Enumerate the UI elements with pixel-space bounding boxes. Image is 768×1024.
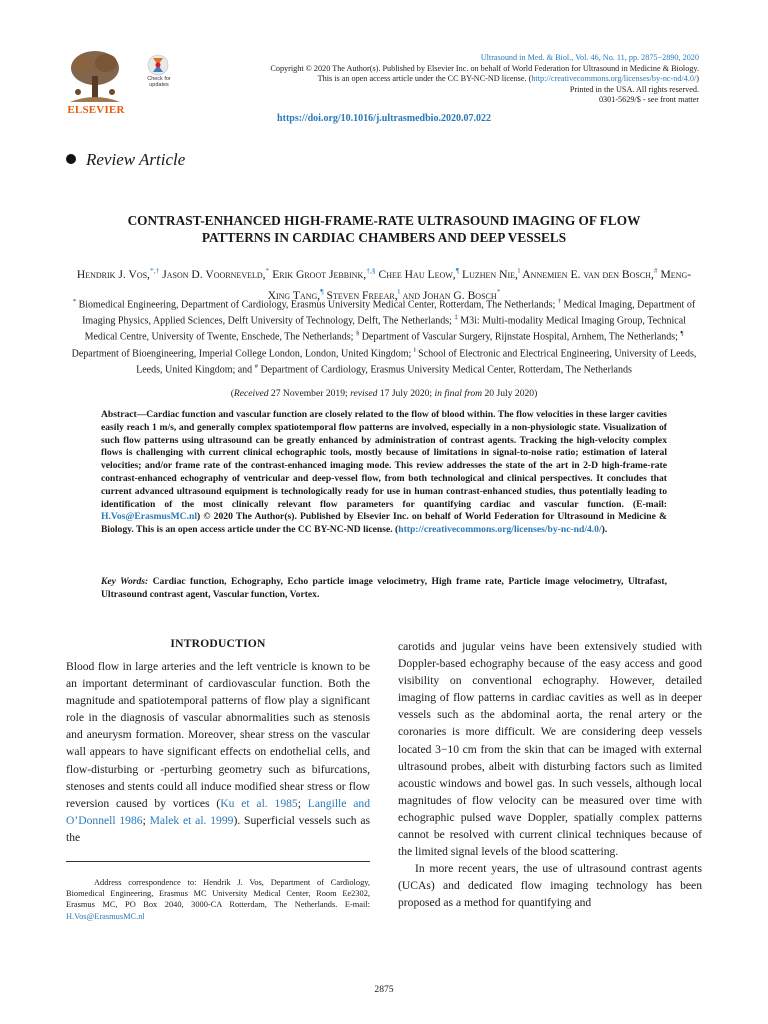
intro-left-column: Blood flow in large arteries and the left ventricle is known to be an important determinant of cardiovascular function. Both the magnitude and spatiotemporal patterns of flow play a significant role in the diagnosis of vascular abnormalities such as stenosis and aneurysm formation. Moreover, shear stress on the vascular wall appears to have significant effects on endothelial cells, and flow-disturbing or -perturbing geometry such as bifurcations, stenoses and stents could all induce modified shear stress or flow reversion caused by vortices (Ku et al. 1985; Langille and O’Donnell 1986; Malek et al. 1999). Superficial vessels such as the bbox=[66, 660, 370, 844]
affiliation-mark: § bbox=[355, 330, 360, 338]
issn-line: 0301-5629/$ - see front matter bbox=[598, 95, 699, 105]
publisher-logo-text: ELSEVIER bbox=[67, 104, 125, 116]
check-for-updates-label: Check for updates bbox=[147, 76, 171, 88]
affiliation-mark: † bbox=[557, 298, 562, 305]
author-affiliation-mark[interactable]: # bbox=[653, 266, 658, 275]
title-line-2: PATTERNS IN CARDIAC CHAMBERS AND DEEP VESSELS bbox=[201, 230, 567, 245]
author-name: Erik Groot Jebbink, bbox=[272, 267, 367, 281]
printed-line: Printed in the USA. All rights reserved. bbox=[569, 84, 699, 94]
author-affiliation-mark[interactable]: * bbox=[496, 286, 501, 296]
affiliation-text: Department of Vascular Surgery, Rijnstate Hospital, Arnhem, The Netherlands; bbox=[359, 331, 681, 343]
citation-ku-1985[interactable]: Ku et al. 1985 bbox=[220, 796, 298, 810]
received-dates: (Received 27 November 2019; revised 17 July 2020; in final from 20 July 2020) bbox=[230, 388, 538, 399]
author-affiliation-mark[interactable]: * bbox=[265, 266, 270, 275]
footnote-divider bbox=[66, 861, 370, 862]
section-heading-introduction: INTRODUCTION bbox=[170, 637, 266, 650]
author-name: Luzhen Nie, bbox=[462, 267, 518, 281]
title-line-1: CONTRAST-ENHANCED HIGH-FRAME-RATE ULTRASOUND IMAGING OF FLOW bbox=[127, 213, 641, 228]
author-name: Meng-Xing Tang, bbox=[267, 267, 692, 302]
page-number: 2875 bbox=[374, 984, 394, 995]
author-affiliation-mark[interactable]: †,§ bbox=[366, 266, 376, 275]
author-name: Chee Hau Leow, bbox=[378, 267, 456, 281]
copyright-line: Copyright © 2020 The Author(s). Published by Elsevier Inc. on behalf of World Federation for Ultrasound in Medicine & Biology. bbox=[270, 63, 699, 73]
correspondence-footnote: Address correspondence to: Hendrik J. Vos, Department of Cardiology, Biomedical Engineering, Erasmus MC University Medical Center, Room Ee2302, Erasmus MC, PO Box 2040, 3000-CA Rotterdam, The Netherlands. E-mail: H.Vos@ErasmusMC.nl bbox=[66, 878, 370, 921]
journal-citation[interactable]: Ultrasound in Med. & Biol., Vol. 46, No. 11, pp. 2875−2890, 2020 bbox=[480, 53, 699, 62]
author-name: and Johan G. Bosch bbox=[402, 288, 497, 302]
author-affiliation-mark[interactable]: ‖ bbox=[517, 266, 521, 275]
affiliation-text: M3i: Multi-modality Medical Imaging Group, Technical Medical Centre, University of Twente, Enschede, The Netherlands; bbox=[84, 315, 686, 343]
author-name: Hendrik J. Vos, bbox=[76, 267, 150, 281]
paragraph: carotids and jugular veins have been extensively studied with Doppler-based echography because of the easy access and good visibility on conventional echography. However, detailed imaging of flow patterns in cardiac cavities as well as in deeper vessels such as the abdominal aorta, the renal artery or the coronaries is more difficult. We are considering deep vessels located 3−10 cm from the skin that can be imaged with external ultrasound probes, albeit with disturbing factors such as limited acoustic windows and bowel gas. In such vessels, although local magnitudes of flow velocity can be measured over time with echographic pulsed wave Doppler, spatially complex patterns cannot be resolved with current clinical techniques because of the limited signal levels of the blood scattering. bbox=[398, 640, 702, 859]
article-type: Review Article bbox=[66, 150, 185, 170]
citation-malek-1999[interactable]: Malek et al. 1999 bbox=[149, 813, 234, 827]
paragraph: In more recent years, the use of ultrasound contrast agents (UCAs) and dedicated flow imaging technology has been proposed as a method for quantifying and bbox=[398, 862, 702, 910]
license-link[interactable]: http://creativecommons.org/licenses/by-nc-nd/4.0/ bbox=[531, 74, 697, 84]
author-affiliation-mark[interactable]: ‖ bbox=[397, 286, 400, 296]
affiliation-text: Department of Cardiology, Erasmus University Medical Center, Rotterdam, The Netherlands bbox=[257, 364, 632, 376]
doi-link[interactable]: https://doi.org/10.1016/j.ultrasmedbio.2020.07.022 bbox=[277, 113, 491, 124]
license-line: This is an open access article under the CC BY-NC-ND license. (http://creativecommons.org/licenses/by-nc-nd/4.0/) bbox=[317, 74, 699, 84]
intro-right-column bbox=[398, 638, 702, 912]
affiliation-mark: ‖ bbox=[413, 346, 416, 354]
affiliation-text: Biomedical Engineering, Department of Cardiology, Erasmus University Medical Center, Rotterdam, The Netherlands; bbox=[76, 299, 558, 311]
footnote-email-link[interactable]: H.Vos@ErasmusMC.nl bbox=[66, 911, 145, 921]
author-name: Steven Freear, bbox=[326, 288, 398, 302]
author-affiliation-mark[interactable]: ¶ bbox=[320, 286, 324, 296]
elsevier-tree-logo bbox=[66, 48, 124, 104]
abstract-email-link[interactable]: H.Vos@ErasmusMC.nl bbox=[101, 511, 197, 523]
affiliation-text: Medical Imaging, Department of Imaging Physics, Applied Sciences, Delft University of Technology, Delft, The Netherlands; bbox=[82, 299, 696, 327]
author-affiliation-mark[interactable]: *,† bbox=[149, 266, 160, 275]
affiliation-mark: ‡ bbox=[454, 314, 458, 322]
bullet-icon bbox=[66, 154, 76, 164]
author-name: Jason D. Voorneveld, bbox=[162, 267, 266, 281]
author-name: Annemien E. van den Bosch, bbox=[522, 267, 654, 281]
affiliation-mark: ¶ bbox=[680, 330, 684, 338]
affiliations bbox=[66, 296, 702, 377]
article-title bbox=[70, 212, 698, 246]
citation-langille-1986[interactable]: Langille and O’Donnell 1986 bbox=[66, 796, 370, 827]
affiliation-text: School of Electronic and Electrical Engineering, University of Leeds, Leeds, United Kingdom; and bbox=[136, 348, 697, 376]
keywords: Key Words: Cardiac function, Echography, Echo particle image velocimetry, High frame rate, Particle image velocimetry, Ultrafast, Ultrasound contrast agent, Vascular function, Vortex. bbox=[101, 576, 667, 600]
affiliation-mark: * bbox=[72, 298, 77, 305]
abstract-license-link[interactable]: http://creativecommons.org/licenses/by-nc-nd/4.0/ bbox=[398, 524, 602, 536]
abstract: Abstract—Cardiac function and vascular function are closely related to the flow of blood within. The flow velocities in these larger cavities easily reach 1 m/s, and generally complex spatiotemporal flow patterns are involved, especially in a non-physiologic state. Visualization of such flow patterns using ultrasound can be greatly enhanced by administration of contrast agents. Tracking the high-velocity complex flows is challenging with current clinical echographic tools, mostly because of limitations in signal-to-noise ratio; estimation of lateral velocities; and/or frame rate of the contrast-enhanced imaging mode. This review addresses the state of the art in 2-D high-frame-rate contrast-enhanced echography of ventricular and deep-vessel flow, from both technological and clinical perspectives. It concludes that current advanced ultrasound equipment is technologically ready for use in human contrast-enhanced studies, thus potentially leading to identification of the most clinically relevant flow parameters for quantifying cardiac and vascular function. (E-mail: H.Vos@ErasmusMC.nl) © 2020 The Author(s). Published by Elsevier Inc. on behalf of World Federation for Ultrasound in Medicine & Biology. This is an open access article under the CC BY-NC-ND license. (http://creativecommons.org/licenses/by-nc-nd/4.0/). bbox=[101, 409, 667, 536]
author-affiliation-mark[interactable]: ¶ bbox=[455, 266, 460, 275]
affiliation-mark: # bbox=[254, 362, 258, 370]
journal-info bbox=[179, 53, 699, 106]
affiliation-text: Department of Bioengineering, Imperial College London, London, United Kingdom; bbox=[71, 348, 414, 360]
